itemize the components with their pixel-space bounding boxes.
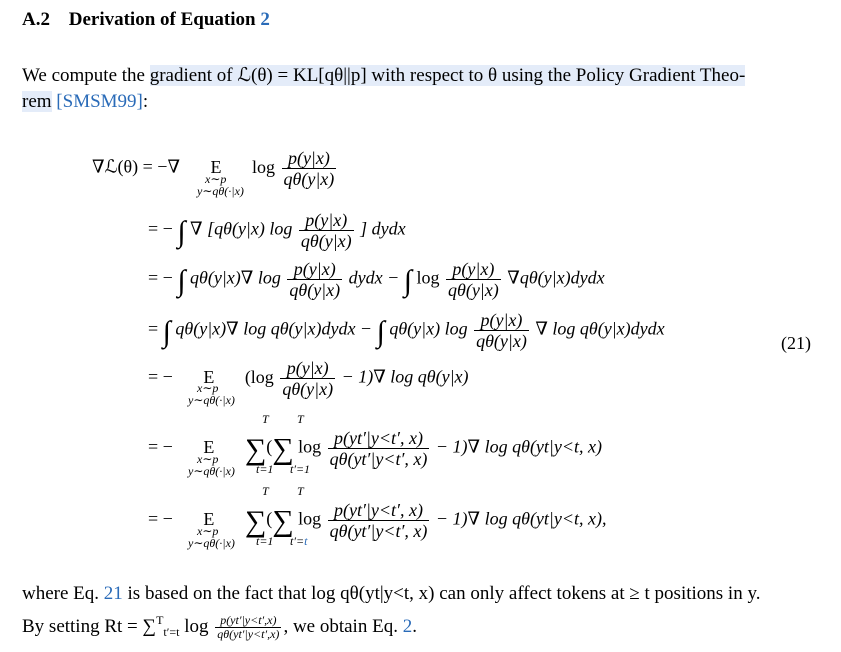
expectation-sub-2: y∼qθ(·|x)	[188, 536, 235, 550]
body-c: log	[416, 267, 440, 288]
citation-link[interactable]: [SMSM99]	[56, 91, 143, 112]
numerator: p(y|x)	[474, 310, 529, 331]
prefix: = −	[148, 366, 173, 387]
conclusion-paragraph	[22, 581, 822, 645]
sum-top: T	[156, 613, 164, 627]
conclusion-text-c: By setting Rt =	[22, 616, 143, 637]
derivation-line-7: = − E ∑(∑ log $\frac{p(yt'|y<t', x)}{q\theta(yt'|y<t', x)}$ − 1)∇ log qθ(yt|y<t, x),	[148, 500, 607, 541]
prefix: = −	[148, 218, 173, 239]
body-a: log	[298, 508, 322, 529]
sum-symbol-1: ∑	[244, 504, 267, 538]
intro-paragraph	[22, 63, 822, 115]
expectation-sub-1: x∼p	[197, 381, 219, 395]
integral-symbol-2: ∫	[403, 264, 412, 298]
denominator: qθ(yt′|y<t′, x)	[329, 521, 428, 541]
equation-number: (21)	[781, 333, 811, 353]
fraction	[474, 310, 529, 351]
fraction	[282, 148, 337, 189]
body-a: qθ(y|x)∇ log qθ(y|x)dydx −	[175, 318, 373, 339]
numerator-2: p(y|x)	[446, 259, 501, 280]
numerator: p(y|x)	[299, 210, 354, 231]
denominator: qθ(y|x)	[283, 169, 335, 189]
section-number: A.2	[22, 9, 50, 30]
sum1-top: T	[262, 412, 269, 426]
numerator: p(y|x)	[282, 148, 337, 169]
equation-link-21[interactable]: 21	[103, 583, 123, 604]
sum1-bottom: t=1	[256, 462, 274, 476]
body-c: ∇ log qθ(y|x)dydx	[535, 318, 665, 339]
body-b: − 1)∇ log qθ(yt|y<t, x)	[435, 436, 602, 457]
sum2-top: T	[297, 412, 304, 426]
expectation-sub-1: x∼p	[197, 524, 219, 538]
body-b: − 1)∇ log qθ(y|x)	[341, 366, 469, 387]
prefix: = −	[148, 267, 173, 288]
expectation-symbol: E	[203, 366, 215, 387]
denominator: qθ(yt′|y<t′, x)	[329, 449, 428, 469]
sum-symbol-2: ∑	[272, 504, 294, 538]
expectation-symbol: E	[203, 436, 215, 457]
sum-symbol: ∑	[142, 616, 157, 637]
numerator: p(y|x)	[287, 259, 342, 280]
expectation-sub-2: y∼qθ(·|x)	[197, 184, 244, 198]
body-a: (log	[244, 366, 274, 387]
section-title: Derivation of Equation	[68, 9, 256, 30]
intro-end: :	[142, 91, 149, 112]
body-b: qθ(y|x) log	[389, 318, 468, 339]
integral-symbol: ∫	[177, 215, 186, 249]
intro-text-a: We compute the	[22, 65, 150, 86]
expectation-sub-1: x∼p	[205, 172, 227, 186]
fraction-2	[446, 259, 501, 300]
numerator: p(yt′|y<t′, x)	[328, 428, 430, 449]
conclusion-text-b: is based on the fact that log qθ(yt|y<t, x) can only affect tokens at ≥ t positions in y.	[122, 583, 761, 604]
prefix: = −	[148, 508, 173, 529]
expectation-sub-2: y∼qθ(·|x)	[188, 393, 235, 407]
expectation-sub-2: y∼qθ(·|x)	[188, 464, 235, 478]
integral-symbol-2: ∫	[376, 315, 385, 349]
derivation-line-2	[148, 210, 406, 251]
derivation-line-3	[148, 259, 605, 300]
prefix: = −	[148, 436, 173, 457]
conclusion-text-d: , we obtain Eq.	[283, 616, 403, 637]
numerator: p(y|x)	[280, 358, 335, 379]
sum1-top: T	[262, 484, 269, 498]
lhs: ∇ℒ(θ) = −∇	[92, 156, 181, 177]
sum2-bottom: t′=1	[290, 462, 311, 476]
equation-link[interactable]: 2	[260, 9, 270, 30]
fraction	[280, 358, 335, 399]
numerator: p(yt′|y<t′,x)	[215, 614, 281, 628]
sum1-bottom: t=1	[256, 534, 274, 548]
sum2-top: T	[297, 484, 304, 498]
sum-symbol-2: ∑	[272, 432, 294, 466]
integral-symbol: ∫	[177, 264, 186, 298]
denominator-2: qθ(y|x)	[447, 280, 499, 300]
integral-symbol: ∫	[162, 315, 171, 349]
log-text: log	[179, 616, 214, 637]
conclusion-text-a: where Eq.	[22, 583, 104, 604]
intro-highlight: gradient of ℒ(θ) = KL[qθ||p] with respect to θ using the Policy Gradient Theo-	[149, 65, 746, 86]
body-a: ∇ [qθ(y|x) log	[190, 218, 293, 239]
expectation-symbol: E	[210, 156, 222, 177]
derivation-line-6: = − E ∑(∑ log $\frac{p(yt'|y<t', x)}{q\theta(yt'|y<t', x)}$ − 1)∇ log qθ(yt|y<t, x)	[148, 428, 602, 469]
body-a: qθ(y|x)∇ log	[190, 267, 281, 288]
fraction	[328, 500, 430, 541]
body-b: − 1)∇ log qθ(yt|y<t, x),	[435, 508, 607, 529]
derivation-line-4	[148, 310, 665, 351]
fraction	[299, 210, 354, 251]
fraction	[328, 428, 430, 469]
body-b: dydx −	[348, 267, 400, 288]
inline-fraction	[215, 614, 281, 641]
conclusion-end: .	[412, 616, 417, 637]
sum-bottom: t′=t	[163, 625, 180, 639]
intro-text-b: rem	[22, 91, 52, 112]
denominator: qθ(y|x)	[476, 331, 527, 351]
denominator: qθ(y|x)	[289, 280, 341, 300]
denominator: qθ(y|x)	[300, 231, 352, 251]
prefix: =	[148, 318, 159, 339]
denominator: qθ(y|x)	[282, 379, 334, 399]
body-d: ∇qθ(y|x)dydx	[507, 267, 605, 288]
sum-symbol-1: ∑	[244, 432, 267, 466]
body-a: log	[298, 436, 322, 457]
body-b: ] dydx	[360, 218, 406, 239]
log-text: log	[252, 156, 276, 177]
denominator: qθ(yt′|y<t′,x)	[217, 627, 280, 642]
expectation-sub-1: x∼p	[197, 452, 219, 466]
expectation-symbol: E	[203, 508, 215, 529]
sum2-bottom: t′=t	[290, 534, 308, 548]
equation-link-2[interactable]: 2	[402, 616, 413, 637]
fraction	[287, 259, 342, 300]
section-heading	[22, 9, 270, 31]
numerator: p(yt′|y<t′, x)	[328, 500, 430, 521]
